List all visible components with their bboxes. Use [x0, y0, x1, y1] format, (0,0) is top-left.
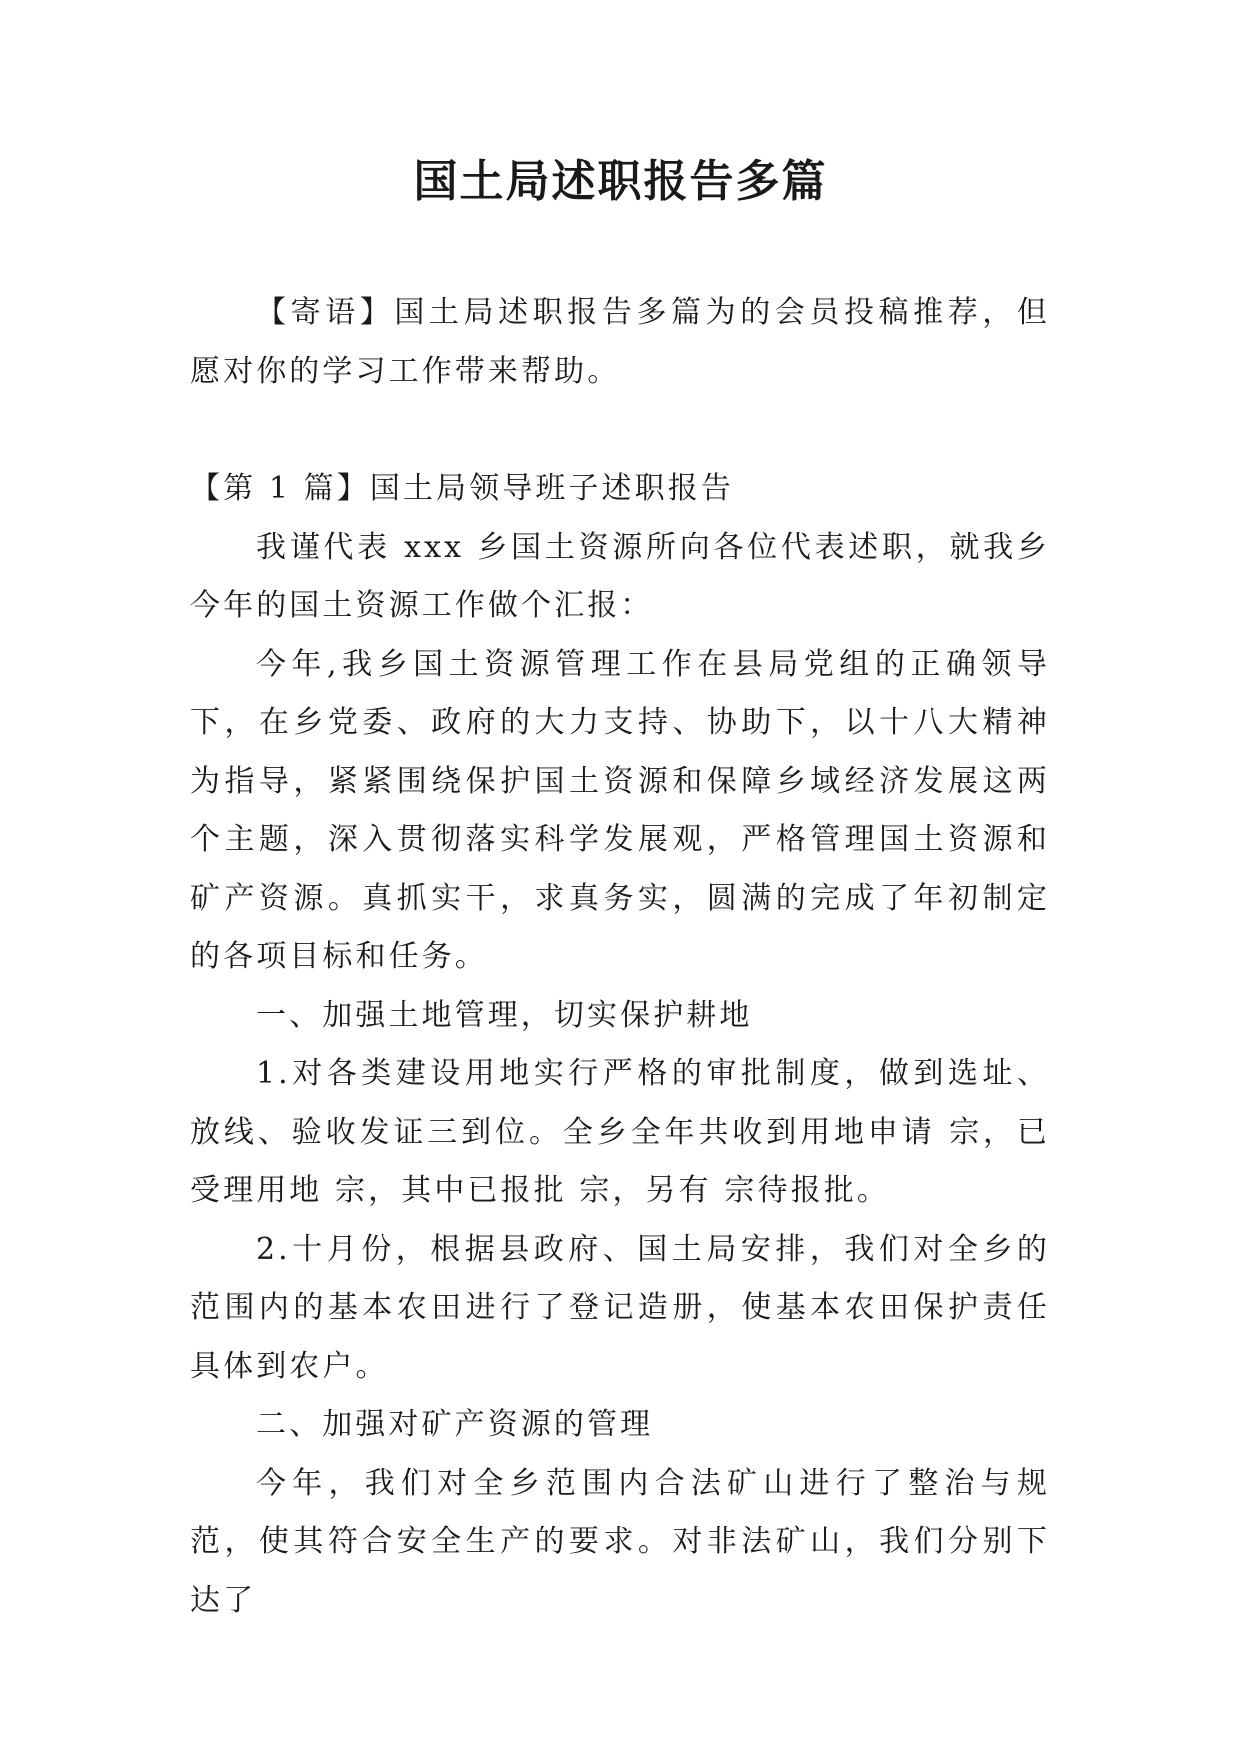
section-heading: 一、加强土地管理，切实保护耕地: [256, 997, 753, 1033]
chapter-section: [190, 460, 1050, 1630]
preface-paragraph: 【寄语】国土局述职报告多篇为的会员投稿推荐，但愿对你的学习工作带来帮助。: [190, 295, 1050, 389]
paragraph: 2.十月份，根据县政府、国土局安排，我们对全乡的范围内的基本农田进行了登记造册，使基本农田保护责任具体到农户。: [190, 1231, 1050, 1384]
paragraph: 1.对各类建设用地实行严格的审批制度，做到选址、放线、验收发证三到位。全乡全年共收到用地申请 宗，已受理用地 宗，其中已报批 宗，另有 宗待报批。: [190, 1056, 1050, 1208]
document-title: 国土局述职报告多篇: [413, 156, 828, 207]
paragraph: 我谨代表 xxx 乡国土资源所向各位代表述职，就我乡今年的国土资源工作做个汇报：: [190, 529, 1050, 623]
chapter-heading: 【第 1 篇】国土局领导班子述职报告: [190, 471, 734, 506]
paragraph: 今年,我乡国土资源管理工作在县局党组的正确领导下，在乡党委、政府的大力支持、协助下，以十八大精神为指导，紧紧围绕保护国土资源和保障乡域经济发展这两个主题，深入贯彻落实科学发展观，严格管理国土资源和矿产资源。真抓实干，求真务实，圆满的完成了年初制定的各项目标和任务。: [190, 646, 1050, 974]
section-heading: 二、加强对矿产资源的管理: [256, 1407, 654, 1442]
paragraph: 今年，我们对全乡范围内合法矿山进行了整治与规范，使其符合安全生产的要求。对非法矿山，我们分别下达了: [190, 1465, 1050, 1618]
preface-block: [190, 284, 1050, 401]
